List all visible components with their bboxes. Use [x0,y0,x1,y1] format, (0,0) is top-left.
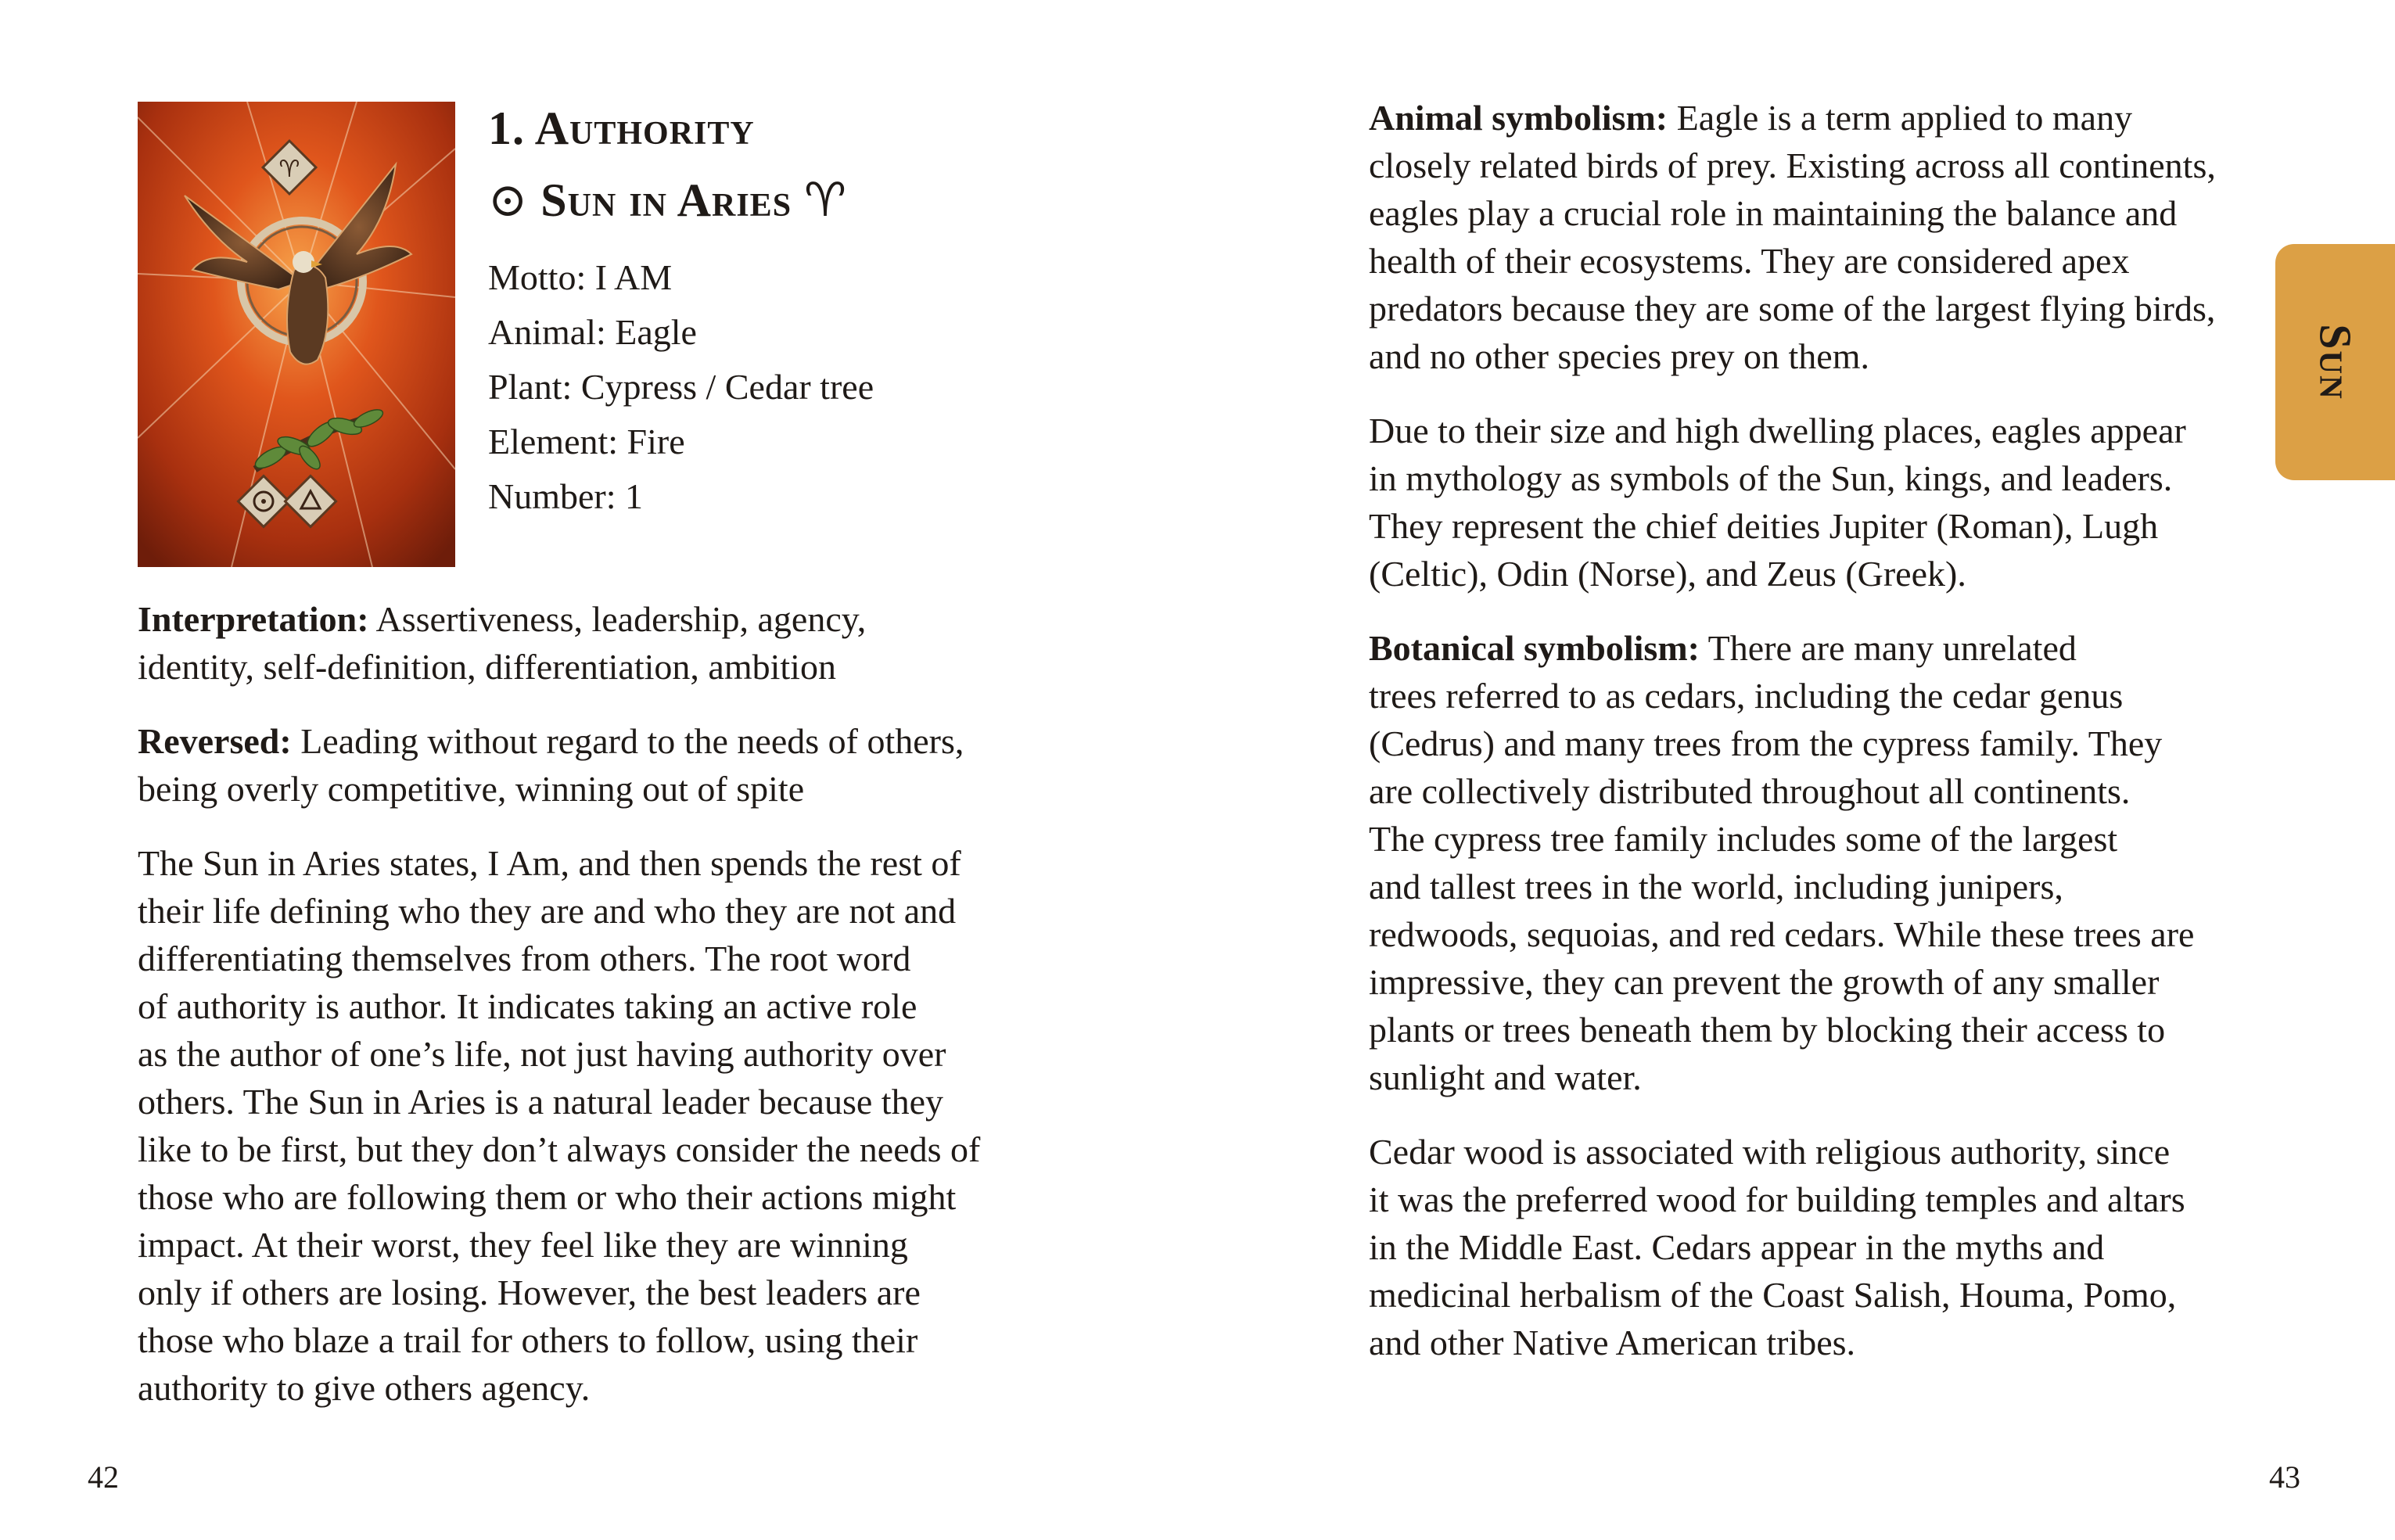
card-subtitle-text: Sun in Aries [540,174,792,226]
botanical-symbolism-paragraph: Botanical symbolism: There are many unrelated trees referred to as cedars, including the cedar genus (Cedrus) and many trees from the cypress family. They are collectively distributed throughout all continents. The cypress tree family includes some of the largest and tallest trees in the world, including junipers, redwoods, sequoias, and red cedars. While these trees are impressive, they can prevent the growth of any smaller plants or trees beneath them by blocking their access to sunlight and water. [1369,628,2195,1097]
mythology-paragraph: Due to their size and high dwelling places, eagles appear in mythology as symbols of the Sun, kings, and leaders. They represent the chief deities Jupiter (Roman), Lugh (Celtic), Odin (Norse), and Zeus (Greek). [1369,411,2186,594]
fact-plant: Plant: Cypress / Cedar tree [488,367,874,407]
card-subtitle [488,164,1036,236]
eagle-card-image [138,102,455,567]
left-page-body [138,595,1061,1438]
reversed-label: Reversed: [138,721,292,761]
card-illustration [138,102,455,567]
section-tab-label: Sun [2310,324,2361,400]
interpretation-paragraph: Interpretation: Assertiveness, leadership, agency, identity, self-definition, differentiation, ambition [138,599,867,687]
card-title: 1. Authority [488,102,755,154]
right-page [1198,0,2395,1540]
cedar-wood-paragraph: Cedar wood is associated with religious authority, since it was the preferred wood for building temples and altars in the Middle East. Cedars appear in the myths and medicinal herbalism of the Coast Salish, Houma, Pomo, and other Native American tribes. [1369,1132,2185,1362]
card-title-block [488,92,1036,524]
description-paragraph: The Sun in Aries states, I Am, and then spends the rest of their life defining who they are and who they are not and differentiating themselves from others. The root word of authority is author. It indicates taking an active role as the author of one’s life, not just having authority over others. The Sun in Aries is a natural leader because they like to be first, but they don’t always consider the needs of those who are following them or who their actions might impact. At their worst, they feel like they are winning only if others are losing. However, the best leaders are those who blaze a trail for others to follow, using their authority to give others agency. [138,843,981,1408]
aries-symbol-icon: ♈︎ [804,174,847,226]
fact-number: Number: 1 [488,476,644,516]
section-tab-sun[interactable] [2275,244,2395,480]
reversed-paragraph: Reversed: Leading without regard to the needs of others, being overly competitive, winning out of spite [138,721,964,809]
card-facts-list [488,250,1036,524]
svg-text:♈: ♈ [278,156,300,183]
fact-element: Element: Fire [488,422,685,461]
fact-motto: Motto: I AM [488,257,673,297]
botanical-symbolism-label: Botanical symbolism: [1369,628,1700,668]
page-number-left: 42 [88,1459,119,1495]
page-number-right: 43 [2269,1459,2300,1495]
fact-animal: Animal: Eagle [488,312,697,352]
right-page-body [1369,94,2292,1393]
sun-symbol-icon: ⊙ [488,174,529,226]
animal-symbolism-paragraph: Animal symbolism: Eagle is a term applied to many closely related birds of prey. Existing across all continents, eagles play a crucial role in maintaining the balance and health of their ecosystems. They are considered apex predators because they are some of the largest flying birds, and no other species prey on them. [1369,98,2216,376]
animal-symbolism-label: Animal symbolism: [1369,98,1668,138]
interpretation-label: Interpretation: [138,599,369,639]
